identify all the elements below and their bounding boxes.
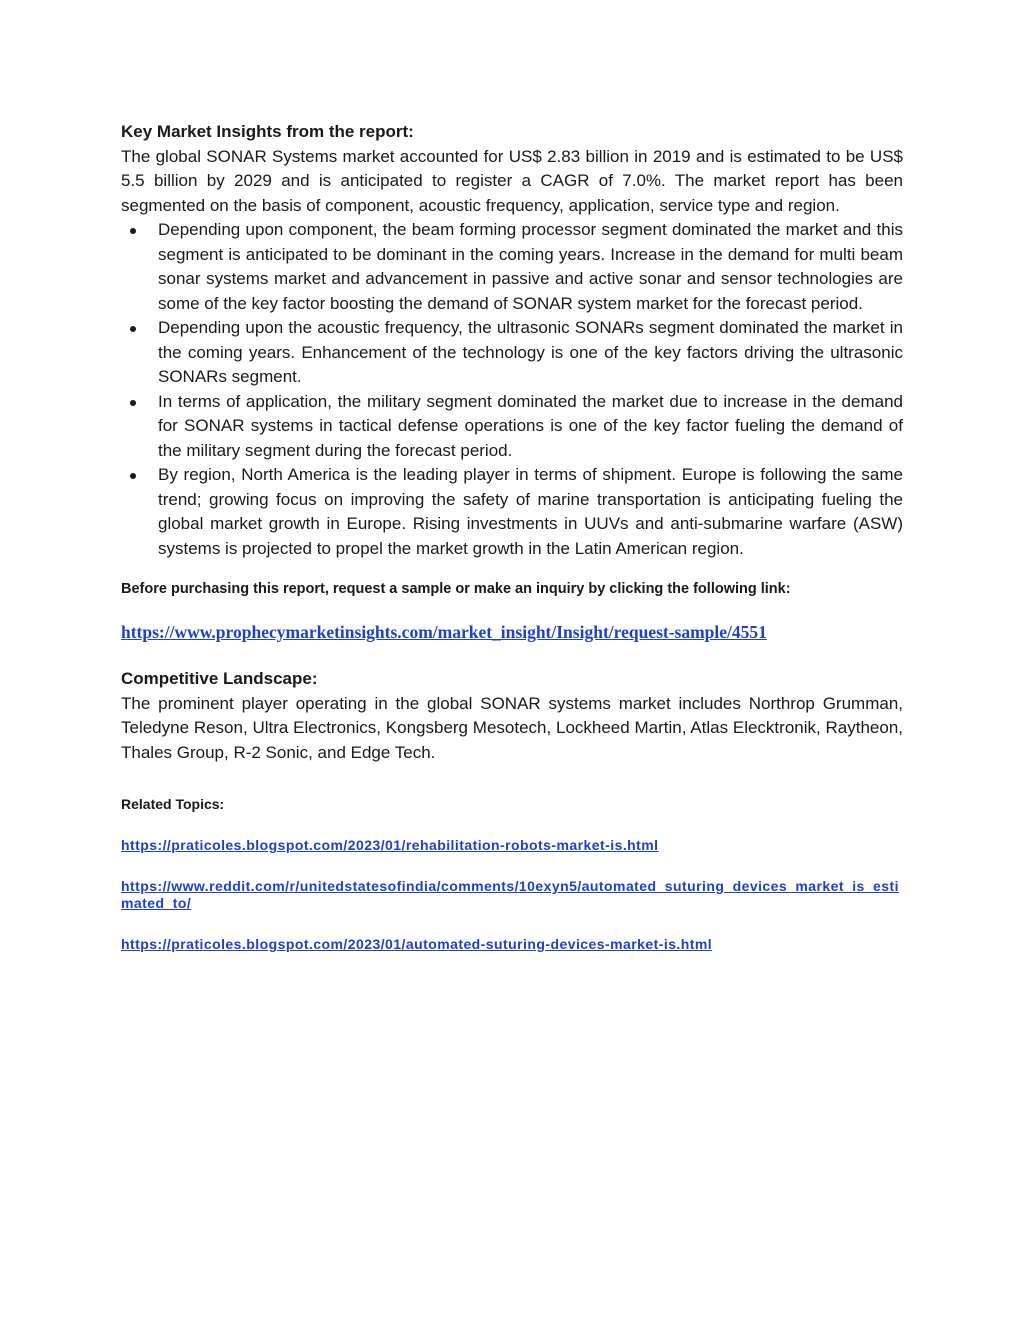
bullet-region (121, 463, 903, 561)
bullet-component (121, 218, 903, 316)
bullet-dot-icon (130, 473, 136, 479)
request-sample-link[interactable]: https://www.prophecymarketinsights.com/market_insight/Insight/request-sample/4551 (121, 622, 767, 642)
related-link-suturing-devices[interactable]: https://praticoles.blogspot.com/2023/01/automated-suturing-devices-market-is.html (121, 936, 713, 952)
bullet-dot-icon (130, 400, 136, 406)
bullet-dot-icon (130, 228, 136, 234)
bullet-text: By region, North America is the leading player in terms of shipment. Europe is following the same trend; growing focus on improving the safety of marine transportation is anticipating fueling the global market growth in Europe. Rising investments in UUVs and anti-submarine warfare (ASW) systems is projected to propel the market growth in the Latin American region. (158, 465, 903, 558)
related-link-rehabilitation-robots[interactable]: https://praticoles.blogspot.com/2023/01/rehabilitation-robots-market-is.html (121, 837, 659, 853)
bullet-acoustic-frequency (121, 316, 903, 390)
related-link-reddit-suturing[interactable]: https://www.reddit.com/r/unitedstatesofindia/comments/10exyn5/automated_suturing_devices_market_is_estimated_to/ (121, 878, 899, 911)
document-page (121, 120, 903, 953)
bullet-text: Depending upon component, the beam forming processor segment dominated the market and this segment is anticipated to be dominant in the coming years. Increase in the demand for multi beam sonar systems market and advancement in passive and active sonar and sensor technologies are some of the key factor boosting the demand of SONAR system market for the forecast period. (158, 220, 903, 313)
insights-intro: The global SONAR Systems market accounted for US$ 2.83 billion in 2019 and is estimated to be US$ 5.5 billion by 2029 and is anticipated to register a CAGR of 7.0%. The market report has been segmented on the basis of component, acoustic frequency, application, service type and region. (121, 146, 903, 215)
bullet-dot-icon (130, 326, 136, 332)
competitive-text: The prominent player operating in the global SONAR systems market includes Northrop Grumman, Teledyne Reson, Ultra Electronics, Kongsberg Mesotech, Lockheed Martin, Atlas Elecktronik, Raytheon, Thales Group, R-2 Sonic, and Edge Tech. (121, 693, 903, 762)
bullet-text: In terms of application, the military segment dominated the market due to increase in the demand for SONAR systems in tactical defense operations is one of the key factor fueling the demand of the military segment during the forecast period. (158, 391, 903, 460)
bullet-application (121, 390, 903, 464)
bullet-text: Depending upon the acoustic frequency, the ultrasonic SONARs segment dominated the market in the coming years. Enhancement of the technology is one of the key factors driving the ultrasonic SONARs segment. (158, 318, 903, 386)
insights-heading: Key Market Insights from the report: (121, 122, 414, 141)
competitive-section (121, 667, 903, 765)
competitive-heading: Competitive Landscape: (121, 669, 318, 688)
related-topics-title: Related Topics: (121, 796, 225, 812)
cta-text: Before purchasing this report, request a sample or make an inquiry by clicking the following link: (121, 581, 791, 597)
insights-bullet-list (121, 218, 903, 561)
